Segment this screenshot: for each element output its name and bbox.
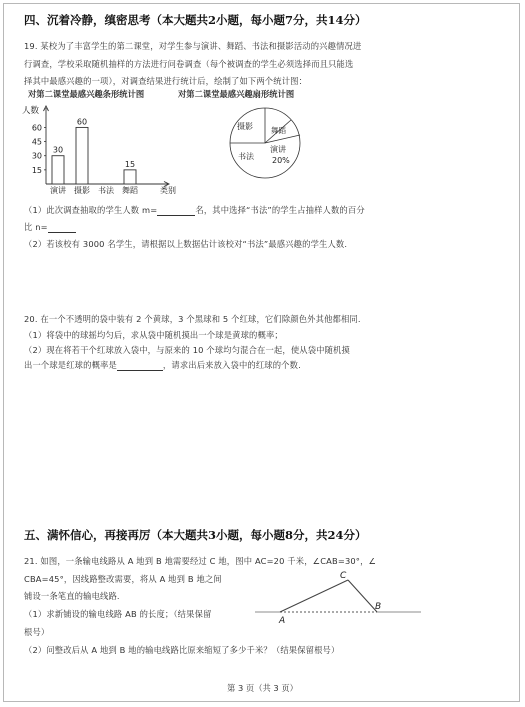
point-label-a: A	[279, 616, 286, 626]
pie-chart	[220, 103, 310, 183]
q21-part1-line-2: 根号）	[24, 627, 50, 637]
answer-blank-n[interactable]	[48, 223, 76, 233]
q21-line-1: 21. 如图，一条输电线路从 A 地到 B 地需要经过 C 地，图中 AC=20 千米，∠CAB=30°，∠	[24, 556, 377, 566]
pie-divider-right	[265, 135, 300, 143]
q20-line-2: （1）将袋中的球摇均匀后，求从袋中随机摸出一个球是黄球的概率；	[24, 330, 283, 340]
category-label: 舞蹈	[122, 186, 138, 195]
bar	[76, 127, 88, 184]
category-label: 摄影	[74, 186, 90, 195]
pie-label-calligraphy: 书法	[238, 152, 254, 161]
pie-label-speech: 演讲	[270, 145, 286, 154]
q19-part1-line	[24, 204, 365, 216]
pie-label-dance: 舞蹈	[271, 126, 286, 135]
bar-value-label: 30	[52, 145, 64, 155]
q20-last-text-a: 出一个球是红球的概率是	[24, 360, 117, 370]
pie-percent-speech: 20%	[272, 156, 290, 165]
pie-chart-title: 对第二课堂最感兴趣扇形统计图	[178, 89, 295, 99]
y-tick-label: 60	[31, 123, 42, 133]
q19-part1-text-a: （1）此次调查抽取的学生人数 m=	[24, 205, 158, 215]
category-label: 演讲	[50, 186, 66, 195]
point-label-c: C	[340, 571, 347, 581]
q21-part1-line: （1）求新铺设的输电线路 AB 的长度；（结果保留	[24, 609, 212, 619]
answer-blank-m[interactable]	[157, 206, 195, 216]
q20-line-1: 20. 在一个不透明的袋中装有 2 个黄球，3 个黑球和 5 个红球，它们除颜色外其他都相同.	[24, 314, 361, 324]
answer-blank-probability[interactable]	[117, 361, 163, 371]
y-tick-label: 15	[31, 165, 42, 175]
segment-cb	[348, 580, 377, 612]
y-axis-label: 人数	[22, 106, 40, 116]
q20-line-4	[24, 359, 301, 371]
q19-part2: （2）若该校有 3000 名学生，请根据以上数据估计该校对“书法”最感兴趣的学生人数.	[24, 239, 348, 249]
triangle-figure	[255, 568, 425, 626]
section-five-heading: 五、满怀信心，再接再厉（本大题共3小题，每小题8分，共24分）	[24, 528, 367, 542]
q21-line-2: CBA=45°，因线路整改需要，将从 A 地到 B 地之间	[24, 574, 222, 584]
page-footer: 第 3 页（共 3 页）	[227, 683, 298, 693]
q19-part1-text-c: 比 n=	[24, 222, 48, 232]
q20-last-text-b: ，请求出后来放入袋中的红球的个数.	[162, 360, 301, 370]
pie-label-photography: 摄影	[237, 122, 253, 131]
x-axis-label: 类别	[160, 186, 176, 195]
bar-value-label: 15	[124, 159, 136, 169]
q21-line-3: 铺设一条笔直的输电线路.	[24, 591, 120, 601]
y-tick-label: 45	[31, 137, 42, 147]
bar	[124, 170, 136, 184]
bar-value-label: 60	[76, 117, 88, 127]
point-label-b: B	[375, 602, 382, 612]
bar-chart-title: 对第二课堂最感兴趣条形统计图	[28, 89, 145, 99]
section-four-heading: 四、沉着冷静，缜密思考（本大题共2小题，每小题7分，共14分）	[24, 13, 367, 27]
category-label: 书法	[98, 186, 114, 195]
bar	[52, 156, 64, 184]
q19-part1-line-2	[24, 221, 76, 233]
segment-ac	[280, 580, 348, 612]
q19-line-1: 19. 某校为了丰富学生的第二课堂，对学生参与演讲、舞蹈、书法和摄影活动的兴趣情况进	[24, 41, 362, 51]
q19-part1-text-b: 名，其中选择“书法”的学生占抽样人数的百分	[195, 205, 365, 215]
q19-line-2: 行调查，学校采取随机抽样的方法进行问卷调查（每个被调查的学生必须选择而且只能选	[24, 59, 354, 69]
q19-line-3: 择其中最感兴趣的一项），对调查结果进行统计后，绘制了如下两个统计图：	[24, 76, 308, 86]
y-tick-label: 30	[31, 151, 42, 161]
q20-line-3: （2）现在将若干个红球放入袋中，与原来的 10 个球均匀混合在一起，使从袋中随机摸	[24, 345, 350, 355]
q21-part2: （2）问整改后从 A 地到 B 地的输电线路比原来缩短了多少千米？（结果保留根号）	[24, 645, 340, 655]
bar-chart	[18, 100, 178, 198]
